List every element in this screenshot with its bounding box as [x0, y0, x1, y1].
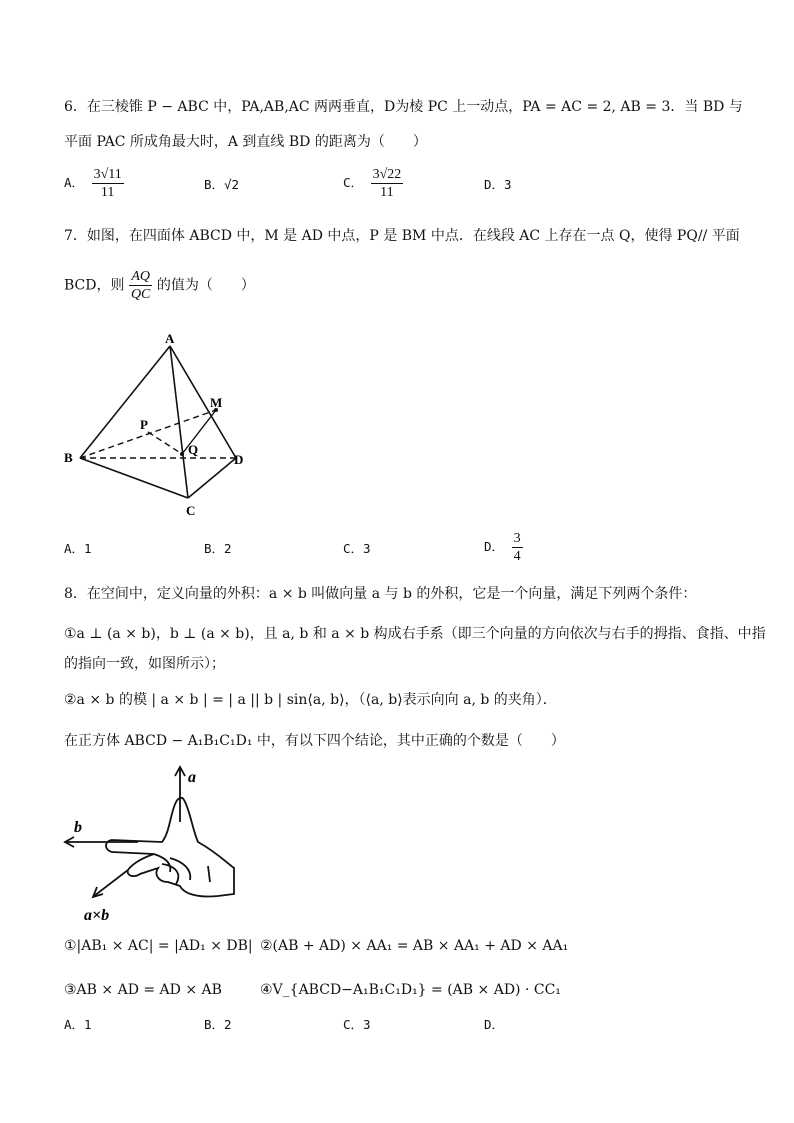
q7-ratio-numerator: AQ [131, 269, 150, 284]
q6-option-c-fraction [371, 166, 404, 201]
q8-option-d[interactable]: D． [484, 1017, 505, 1032]
q7-option-d[interactable] [484, 530, 523, 565]
tetrahedron-figure [58, 328, 258, 523]
edge-ad [170, 346, 236, 458]
q8-option-a[interactable]: A．1 [64, 1017, 92, 1032]
finger-crease-3 [170, 858, 190, 880]
edge-ac [170, 346, 188, 498]
q7-option-d-numerator: 3 [513, 531, 521, 546]
edge-bc [80, 458, 188, 498]
q7-option-b[interactable]: B．2 [204, 541, 232, 556]
label-q: Q [188, 442, 199, 457]
label-d: D [234, 452, 244, 467]
q6-option-d[interactable]: D．3 [484, 177, 512, 192]
q6-option-a-fraction [92, 166, 124, 201]
label-a: A [165, 331, 175, 346]
q6-option-b[interactable]: B．√2 [204, 177, 240, 192]
edge-ab [80, 346, 170, 458]
q8-option-c[interactable]: C．3 [343, 1017, 371, 1032]
q8-line3: 的指向一致，如图所示）； [64, 656, 225, 672]
q6-option-c-label: C． [343, 175, 364, 190]
q6-option-c[interactable] [343, 166, 403, 201]
q8-option-b[interactable]: B．2 [204, 1017, 232, 1032]
q7-option-a[interactable]: A．1 [64, 541, 92, 556]
q6-line1: 6．在三棱锥 P − ABC 中，PA,AB,AC 两两垂直，D为棱 PC 上一动点，PA = AC = 2, AB = 3．当 BD 与 [64, 99, 743, 115]
vector-axb-arrow [94, 870, 128, 896]
q8-statement-2: ②(AB + AD) × AA₁ = AB × AA₁ + AD × AA₁ [260, 938, 569, 954]
segment-pq [148, 432, 182, 454]
q8-line5: 在正方体 ABCD − A₁B₁C₁D₁ 中，有以下四个结论，其中正确的个数是（ ） [64, 733, 565, 749]
label-b: B [64, 450, 73, 465]
q7-ratio-denominator: QC [130, 287, 151, 302]
label-vector-axb: a×b [84, 907, 110, 924]
q7-option-c[interactable]: C．3 [343, 541, 371, 556]
hand-outline [106, 798, 234, 897]
q6-option-a[interactable] [64, 166, 124, 201]
q8-statement-1: ①|AB₁ × AC| = |AD₁ × DB| [64, 938, 253, 954]
q7-line1: 7．如图，在四面体 ABCD 中，M 是 AD 中点，P 是 BM 中点．在线段 AC 上存在一点 Q，使得 PQ// 平面 [64, 228, 740, 244]
q6-option-c-denominator: 11 [380, 185, 394, 200]
q7-line2-suffix: 的值为（ ） [156, 277, 255, 294]
q7-line2 [64, 268, 255, 303]
q7-option-d-label: D． [484, 539, 505, 554]
edge-cd [188, 458, 236, 498]
q7-option-d-fraction [512, 530, 523, 565]
label-vector-a: a [188, 769, 196, 786]
point-q [180, 452, 184, 456]
q6-option-a-label: A． [64, 175, 85, 190]
q8-line1: 8．在空间中，定义向量的外积：a × b 叫做向量 a 与 b 的外积，它是一个向量，满足下列两个条件： [64, 586, 697, 602]
q6-option-a-denominator: 11 [100, 185, 115, 200]
q6-option-a-numerator: 3√11 [93, 167, 122, 182]
q8-statement-4: ④V_{ABCD−A₁B₁C₁D₁} = (AB × AD) · CC₁ [260, 982, 561, 998]
label-vector-b: b [74, 819, 82, 836]
q7-line2-prefix: BCD，则 [64, 277, 125, 294]
q6-option-c-numerator: 3√22 [372, 167, 402, 182]
label-p: P [140, 417, 148, 432]
q8-line4: ②a × b 的模 | a × b | = | a || b | sin⟨a, b⟩，（⟨a, b⟩表示向向 a, b 的夹角）． [64, 692, 557, 708]
label-c: C [186, 503, 196, 518]
q7-ratio-fraction [129, 268, 152, 303]
q7-option-d-denominator: 4 [513, 549, 521, 564]
right-hand-rule-figure [58, 762, 248, 927]
palm-line [208, 866, 210, 882]
q8-statement-3: ③AB × AD = AD × AB [64, 982, 222, 998]
q8-line2: ①a ⊥ (a × b)，b ⊥ (a × b)，且 a, b 和 a × b 构成右手系（即三个向量的方向依次与右手的拇指、食指、中指 [64, 626, 766, 642]
label-m: M [210, 395, 223, 410]
q6-line2: 平面 PAC 所成角最大时，A 到直线 BD 的距离为（ ） [64, 134, 427, 150]
